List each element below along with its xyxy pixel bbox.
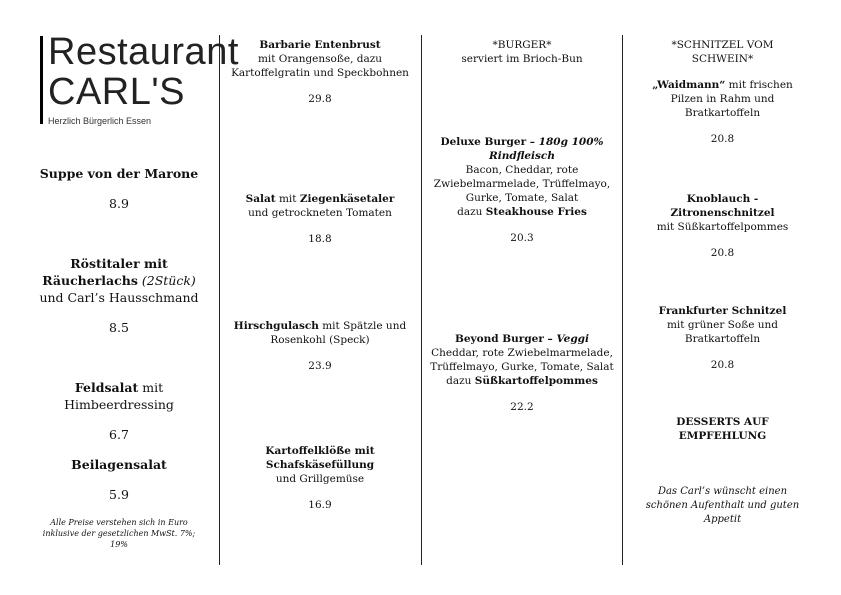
menu-item-beyond-burger — [426, 332, 618, 414]
menu-item-feldsalat — [25, 379, 213, 443]
item-price: 6.7 — [109, 427, 129, 442]
item-price: 20.3 — [510, 232, 534, 244]
item-desc: mit grüner Soße und Bratkartoffeln — [666, 319, 779, 345]
section-header-schnitzel — [660, 38, 785, 66]
item-desc: und Carl’s Hausschmand — [39, 290, 199, 305]
item-price: 20.8 — [710, 247, 735, 259]
item-name: Kartoffelklöße mit Schafskäsefüllung — [265, 445, 375, 471]
item-desc: Cheddar, rote Zwiebelmarmelade, Trüffelmayo, Gurke, Tomate, Salat — [430, 347, 614, 373]
logo-bar — [40, 36, 43, 124]
item-price: 5.9 — [109, 487, 129, 502]
item-price: 18.8 — [308, 233, 332, 245]
item-name: Beyond Burger — [455, 333, 544, 345]
menu-item-suppe — [25, 165, 213, 212]
item-dash: – — [526, 136, 539, 148]
item-name: „Waidmann“ — [652, 79, 726, 91]
item-desc: Himbeerdressing — [64, 397, 174, 412]
item-subtitle: Veggi — [556, 333, 589, 345]
item-desc: mit — [275, 193, 300, 205]
menu-item-beilagensalat — [25, 456, 213, 503]
item-name: Feldsalat — [74, 380, 139, 395]
desserts-heading: DESSERTS AUF EMPFEHLUNG — [676, 416, 769, 442]
item-price: 20.8 — [710, 359, 735, 371]
item-desc: mit Süßkartoffelpommes — [656, 221, 789, 233]
price-note: Alle Preise verstehen sich in Euro inklusive der gesetzlichen MwSt. 7%; 19% — [42, 518, 196, 549]
item-price: 22.2 — [510, 401, 534, 413]
item-desc: mit Orangensoße, dazu Kartoffelgratin und Speckbohnen — [231, 53, 409, 79]
restaurant-logo — [40, 31, 239, 128]
item-desc: und getrockneten Tomaten — [248, 207, 392, 219]
item-name: Hirschgulasch — [233, 320, 319, 332]
item-name: Deluxe Burger — [440, 136, 527, 148]
item-price: 23.9 — [308, 360, 332, 372]
logo-tagline: Herzlich Bürgerlich Essen — [48, 116, 152, 126]
menu-item-entenbrust — [224, 38, 416, 106]
menu-item-frankfurter-schnitzel — [655, 304, 790, 372]
menu-item-waidmann — [650, 78, 795, 146]
menu-item-roestitaler — [25, 255, 213, 336]
menu-item-deluxe-burger — [426, 135, 618, 245]
logo-line-1: Restaurant — [48, 31, 239, 73]
item-name: Suppe von der Marone — [39, 166, 199, 181]
item-price: 8.9 — [109, 196, 129, 211]
section-title: *SCHNITZEL VOM SCHWEIN* — [671, 39, 774, 65]
item-desc: und Grillgemüse — [275, 473, 365, 485]
item-side: Steakhouse Fries — [485, 206, 587, 218]
menu-item-kartoffelkloesse — [224, 444, 416, 512]
column-divider — [622, 35, 623, 565]
menu-item-salat — [224, 192, 416, 246]
menu-item-hirschgulasch — [224, 319, 416, 373]
item-subtitle: 180g 100% Rindfleisch — [489, 136, 604, 162]
item-name: Salat — [245, 193, 276, 205]
column-divider — [421, 35, 422, 565]
item-side: Süßkartoffelpommes — [474, 375, 598, 387]
item-name: Barbarie Entenbrust — [259, 39, 381, 51]
item-name: Beilagensalat — [71, 457, 167, 472]
section-title: *BURGER* — [492, 39, 552, 51]
item-price: 16.9 — [308, 499, 332, 511]
item-dash: – — [543, 333, 557, 345]
item-price: 29.8 — [308, 93, 332, 105]
item-name: Frankfurter Schnitzel — [658, 305, 787, 317]
item-desc: mit frischen Pilzen in Rahm und Bratkartoffeln — [670, 79, 793, 119]
menu-item-knoblauch-schnitzel — [655, 192, 790, 260]
item-side-prefix: dazu — [446, 375, 475, 387]
item-desc: mit Spätzle und Rosenkohl (Speck) — [270, 320, 407, 346]
closing-message: Das Carl’s wünscht einen schönen Aufenthalt und guten Appetit — [645, 486, 800, 525]
item-price: 8.5 — [109, 320, 129, 335]
item-qty: (2Stück) — [141, 273, 196, 288]
logo-line-2: CARL'S — [48, 71, 185, 113]
item-name: Knoblauch - Zitronenschnitzel — [670, 193, 775, 219]
item-price: 20.8 — [710, 133, 735, 145]
item-desc: Bacon, Cheddar, rote Zwiebelmarmelade, Trüffelmayo, Gurke, Tomate, Salat — [433, 164, 611, 204]
item-name: Röstitaler mit Räucherlachs — [42, 256, 168, 288]
section-header-burger — [426, 38, 618, 66]
section-subtitle: serviert im Brioch-Bun — [461, 53, 583, 65]
item-side-prefix: dazu — [457, 206, 486, 218]
item-desc: mit — [138, 380, 164, 395]
item-name: Ziegenkäsetaler — [299, 193, 395, 205]
